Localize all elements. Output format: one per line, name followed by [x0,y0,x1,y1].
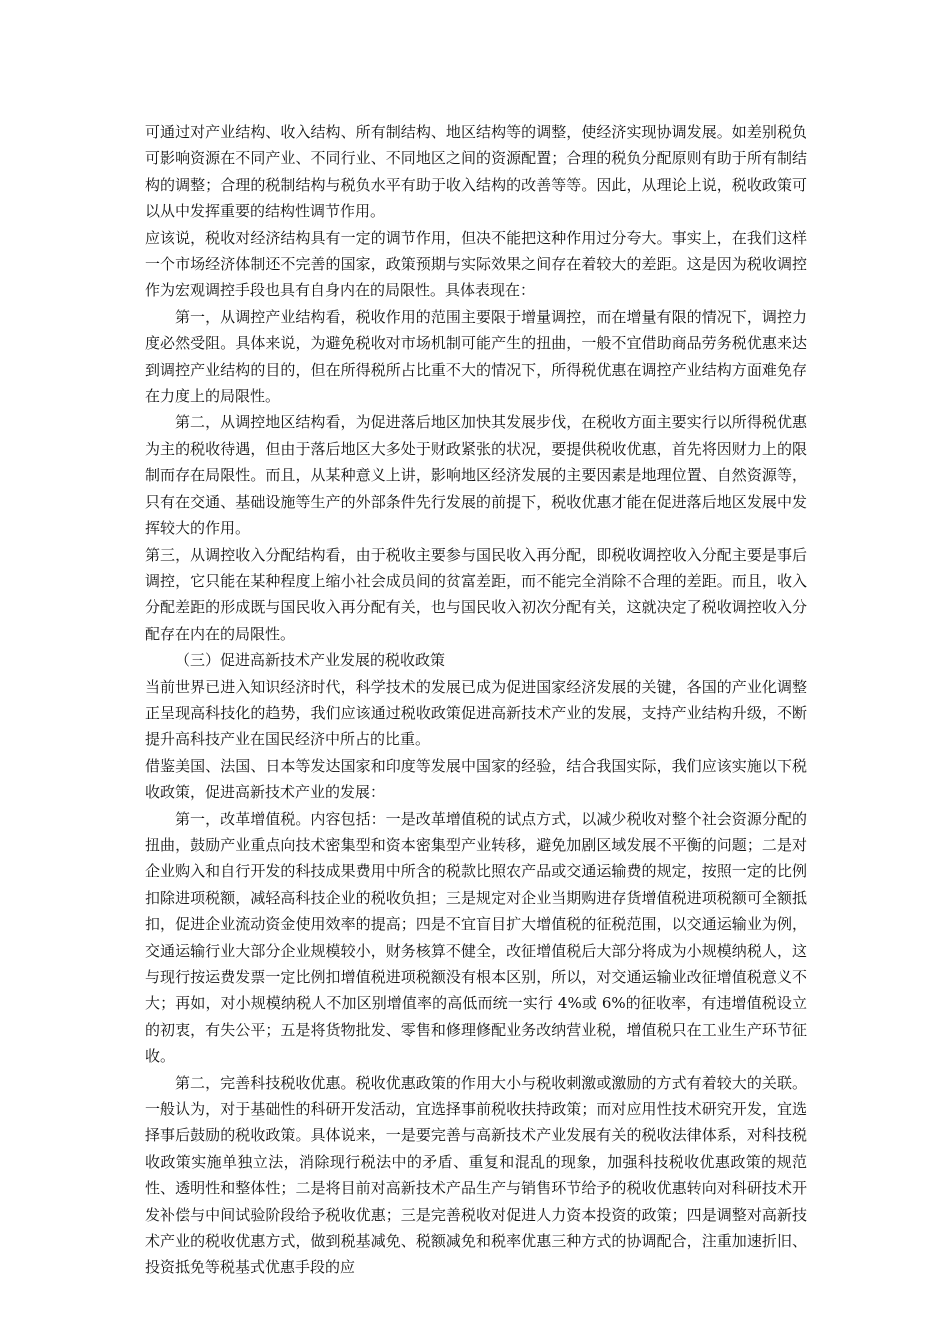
paragraph-tax-regulation-limits: 应该说，税收对经济结构具有一定的调节作用，但决不能把这种作用过分夸大。事实上，在我们这样一个市场经济体制还不完善的国家，政策预期与实际效果之间存在着较大的差距。这是因为税收调控作为宏观调控手段也具有自身内在的局限性。具体表现在： [145,228,807,300]
paragraph-international-experience: 借鉴美国、法国、日本等发达国家和印度等发展中国家的经验，结合我国实际，我们应该实施以下税收政策，促进高新技术产业的发展： [145,756,807,802]
paragraph-regional-structure: 第二，从调控地区结构看，为促进落后地区加快其发展步伐，在税收方面主要实行以所得税优惠为主的税收待遇，但由于落后地区大多处于财政紧张的状况，要提供税收优惠，首先将因财力上的限制而存在局限性。而且，从某种意义上讲，影响地区经济发展的主要因素是地理位置、自然资源等，只有在交通、基础设施等生产的外部条件先行发展的前提下，税收优惠才能在促进落后地区发展中发挥较大的作用。 [145,413,807,538]
paragraph-tech-tax-incentives: 第二，完善科技税收优惠。税收优惠政策的作用大小与税收刺激或激励的方式有着较大的关联。一般认为，对于基础性的科研开发活动，宜选择事前税收扶持政策；而对应用性技术研究开发，宜选择事后鼓励的税收政策。具体说来，一是要完善与高新技术产业发展有关的税收法律体系，对科技税收政策实施单独立法，消除现行税法中的矛盾、重复和混乱的现象，加强科技税收优惠政策的规范性、透明性和整体性；二是将目前对高新技术产品生产与销售环节给予的税收优惠转向对科研技术开发补偿与中间试验阶段给予税收优惠；三是完善税收对促进人力资本投资的政策；四是调整对高新技术产业的税收优惠方式，做到税基减免、税额减免和税率优惠三种方式的协调配合，注重加速折旧、投资抵免等税基式优惠手段的应 [145,1073,807,1277]
document-page [145,119,807,1281]
section-heading: （三）促进高新技术产业发展的税收政策 [175,651,446,670]
paragraph-income-distribution: 第三，从调控收入分配结构看，由于税收主要参与国民收入再分配，即税收调控收入分配主要是事后调控，它只能在某种程度上缩小社会成员间的贫富差距，而不能完全消除不合理的差距。而且，收入分配差距的形成既与国民收入再分配有关，也与国民收入初次分配有关，这就决定了税收调控收入分配存在内在的局限性。 [145,545,807,643]
paragraph-structure-adjustment: 可通过对产业结构、收入结构、所有制结构、地区结构等的调整，使经济实现协调发展。如差别税负可影响资源在不同产业、不同行业、不同地区之间的资源配置；合理的税负分配原则有助于所有制结构的调整；合理的税制结构与税负水平有助于收入结构的改善等等。因此，从理论上说，税收政策可以从中发挥重要的结构性调节作用。 [145,123,807,221]
paragraph-knowledge-economy: 当前世界已进入知识经济时代，科学技术的发展已成为促进国家经济发展的关键，各国的产业化调整正呈现高科技化的趋势，我们应该通过税收政策促进高新技术产业的发展，支持产业结构升级，不断提升高科技产业在国民经济中所占的比重。 [145,677,807,749]
paragraph-industry-structure: 第一，从调控产业结构看，税收作用的范围主要限于增量调控，而在增量有限的情况下，调控力度必然受阻。具体来说，为避免税收对市场机制可能产生的扭曲，一般不宜借助商品劳务税优惠来达到调控产业结构的目的，但在所得税所占比重不大的情况下，所得税优惠在调控产业结构方面难免存在力度上的局限性。 [145,307,807,406]
paragraph-vat-reform: 第一，改革增值税。内容包括：一是改革增值税的试点方式，以减少税收对整个社会资源分配的扭曲，鼓励产业重点向技术密集型和资本密集型产业转移，避免加剧区域发展不平衡的问题；二是对企业购入和自行开发的科技成果费用中所含的税款比照农产品或交通运输费的规定，按照一定的比例扣除进项税额，减轻高科技企业的税收负担；三是规定对企业当期购进存货增值税进项税额可全额抵扣，促进企业流动资金使用效率的提高；四是不宜盲目扩大增值税的征税范围，以交通运输业为例，交通运输行业大部分企业规模较小，财务核算不健全，改征增值税后大部分将成为小规模纳税人，这与现行按运费发票一定比例扣增值税进项税额没有根本区别，所以，对交通运输业改征增值税意义不大；再如，对小规模纳税人不加区别增值率的高低而统一实行 4%或 6%的征收率，有违增值税设立的初衷，有失公平；五是将货物批发、零售和修理修配业务改纳营业税，增值税只在工业生产环节征收。 [145,809,807,1066]
